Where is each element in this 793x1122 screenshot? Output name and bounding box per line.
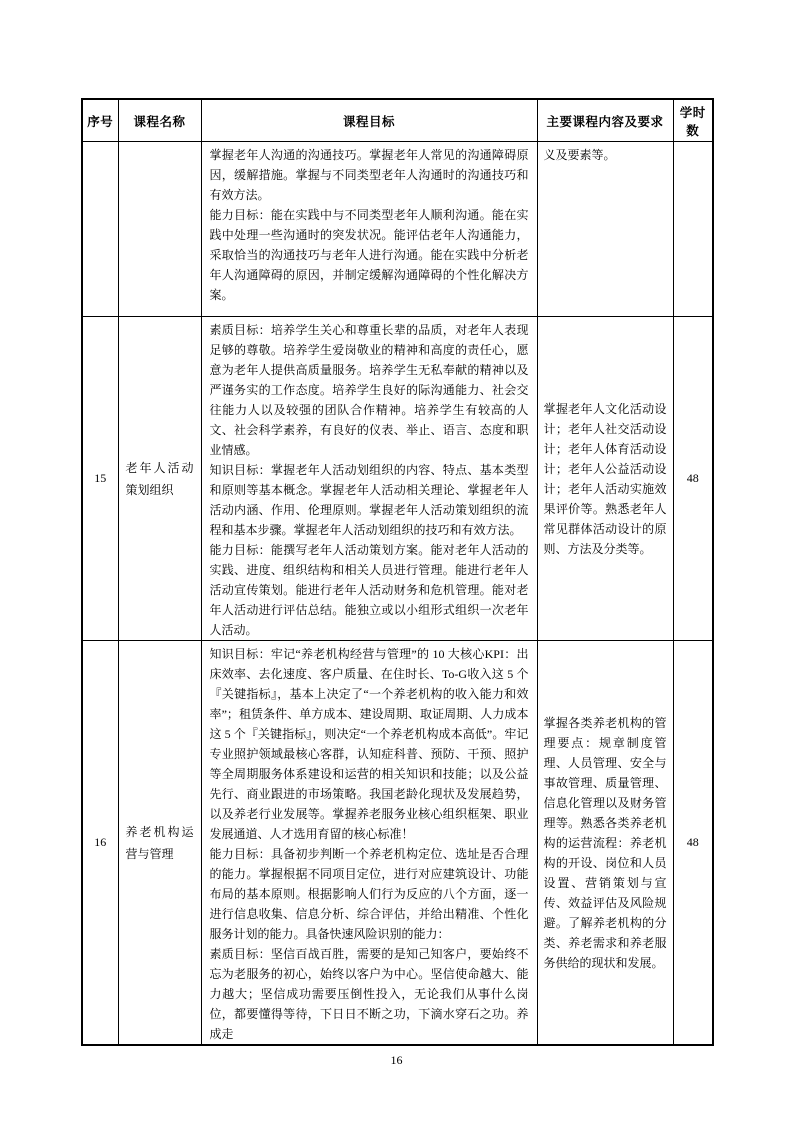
cell-course-name: 老年人活动策划组织 xyxy=(118,317,201,641)
cell-number: 15 xyxy=(82,317,118,641)
cell-content: 掌握各类养老机构的管理要点：规章制度管理、人员管理、安全与事故管理、质量管理、信息化管理以及财务管理等。熟悉各类养老机构的运营流程：养老机构的开设、岗位和人员设置、营销策划与宣传、效益评估及风险规避。了解养老机构的分类、养老需求和养老服务供给的现状和发展。 xyxy=(537,641,673,1046)
cell-course-name: 养老机构运营与管理 xyxy=(118,641,201,1046)
cell-number: 16 xyxy=(82,641,118,1046)
column-header-hours: 学时数 xyxy=(673,99,713,142)
objectives-paragraph: 掌握老年人沟通的沟通技巧。掌握老年人常见的沟通障碍原因，缓解措施。掌握与不同类型老年人沟通时的沟通技巧和有效方法。 xyxy=(209,148,529,202)
table-row-16 xyxy=(82,641,713,1046)
objectives-paragraph: 能力目标：能在实践中与不同类型老年人顺利沟通。能在实践中处理一些沟通时的突发状况。能评估老年人沟通能力，采取恰当的沟通技巧与老年人进行沟通。能在实践中分析老年人沟通障碍的原因，并制定缓解沟通障碍的个性化解决方案。 xyxy=(209,208,529,302)
cell-hours: 48 xyxy=(673,641,713,1046)
column-header-objectives: 课程目标 xyxy=(201,99,537,142)
objectives-paragraph: 知识目标：掌握老年人活动划组织的内容、特点、基本类型和原则等基本概念。掌握老年人活动相关理论、掌握老年人活动内涵、作用、伦理原则。掌握老年人活动策划组织的流程和基本步骤。掌握老年人活动划组织的技巧和有效方法。 xyxy=(209,463,529,537)
cell-hours xyxy=(673,142,713,317)
cell-objectives xyxy=(201,142,537,317)
page-number: 16 xyxy=(390,1053,403,1067)
column-header-number: 序号 xyxy=(82,99,118,142)
objectives-paragraph: 素质目标：培养学生关心和尊重长辈的品质，对老年人表现足够的尊敬。培养学生爱岗敬业的精神和高度的责任心，愿意为老年人提供高质量服务。培养学生无私奉献的精神以及严谨务实的工作态度。培养学生良好的际沟通能力、社会交往能力人以及较强的团队合作精神。培养学生有较高的人文、社会科学素养，有良好的仪表、举止、语言、态度和职业情感。 xyxy=(209,323,529,457)
cell-objectives xyxy=(201,641,537,1046)
column-header-content: 主要课程内容及要求 xyxy=(537,99,673,142)
cell-content: 义及要素等。 xyxy=(537,142,673,317)
objectives-paragraph: 知识目标：牢记“养老机构经营与管理”的 10 大核心KPI：出床效率、去化速度、客户质量、在住时长、To-G收入这 5 个『关键指标』，基本上决定了“一个养老机构的收入能力和效率”；租赁条件、单方成本、建设周期、取证周期、人力成本这 5 个『关键指标』，则决定“一个养老机构成本高低”。牢记专业照护领域最核心客群，认知症科普、预防、干预、照护等全周期服务体系建设和运营的相关知识和技能；以及公益先行、商业跟进的市场策略。我国老龄化现状及发展趋势，以及养老行业发展等。掌握养老服务业核心组织框架、职业发展通道、人才选用育留的核心标准！ xyxy=(209,647,529,841)
table-header-row xyxy=(82,99,713,142)
objectives-paragraph: 素质目标：坚信百战百胜，需要的是知己知客户，要始终不忘为老服务的初心，始终以客户为中心。坚信使命越大、能力越大；坚信成功需要压倒性投入，无论我们从事什么岗位，都要懂得等待，下日日不断之功，下滴水穿石之功。养成走 xyxy=(209,947,529,1041)
cell-content: 掌握老年人文化活动设计；老年人社交活动设计；老年人体育活动设计；老年人公益活动设计；老年人活动实施效果评价等。熟悉老年人常见群体活动设计的原则、方法及分类等。 xyxy=(537,317,673,641)
objectives-paragraph: 能力目标：具备初步判断一个养老机构定位、选址是否合理的能力。掌握根据不同项目定位，进行对应建筑设计、功能布局的基本原则。根据影响人们行为反应的八个方面，逐一进行信息收集、信息分析、综合评估，并给出精准、个性化服务计划的能力。具备快速风险识别的能力： xyxy=(209,847,529,941)
cell-hours: 48 xyxy=(673,317,713,641)
cell-number xyxy=(82,142,118,317)
column-header-course-name: 课程名称 xyxy=(118,99,201,142)
cell-course-name xyxy=(118,142,201,317)
table-row-15 xyxy=(82,317,713,641)
course-table xyxy=(81,98,714,1046)
objectives-paragraph: 能力目标：能撰写老年人活动策划方案。能对老年人活动的实践、进度、组织结构和相关人员进行管理。能进行老年人活动宣传策划。能进行老年人活动财务和危机管理。能对老年人活动进行评估总结。能独立或以小组形式组织一次老年人活动。 xyxy=(209,543,529,637)
cell-objectives xyxy=(201,317,537,641)
table-row-continuation xyxy=(82,142,713,317)
